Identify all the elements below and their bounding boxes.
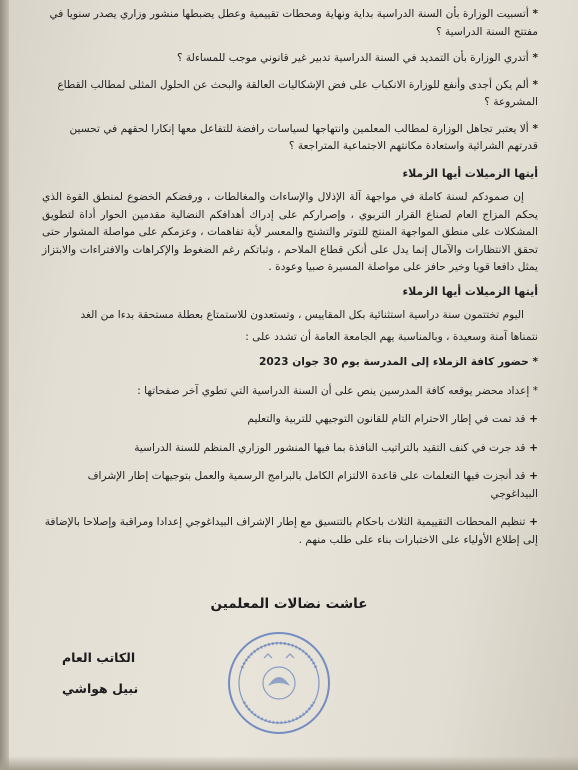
closing-slogan: عاشت نضالات المعلمين xyxy=(210,596,368,612)
sub-point-4: + تنظيم المحطات التقييمية الثلاث باحكام بالتنسيق مع إطار الإشراف البيداغوجي إعدادا ومراقبة وإصلاحا بالإضافة إلى إطلاع الأولياء على الاختبارات بناء على طلب منهم . xyxy=(42,514,538,549)
union-stamp xyxy=(224,628,334,738)
signature-name: نبيل هواشي xyxy=(62,681,139,696)
paragraph-2b: نتمناها آمنة وسعيدة ، وبالمناسبة يهم الجامعة العامة أن تشدد على : xyxy=(245,330,538,343)
bullet-question-4: * ألا يعتبر تجاهل الوزارة لمطالب المعلمين وانتهاجها لسياسات رافضة للتفاعل معها إنكارا لحقهم في تحسين قدرتهم الشرائية واستعادة مكانتهم الاجتماعية المتراجعة ؟ xyxy=(42,121,538,156)
page-shadow-bottom xyxy=(0,756,578,770)
sub-point-2: + قد جرت في كنف التقيد بالتراتيب النافذة بما فيها المنشور الوزاري المنظم للسنة الدراسية xyxy=(42,440,538,458)
section-heading-2: أيتها الزميلات أيها الزملاء xyxy=(402,284,538,298)
sub-point-3: + قد أنجزت فيها التعلمات على قاعدة الالتزام الكامل بالبرامج الرسمية والعمل بتوجيهات إطار الإشراف البيداغوجي xyxy=(42,468,538,503)
signature-title: الكاتب العام xyxy=(62,650,136,665)
document-body xyxy=(42,6,538,560)
point-attendance: * حضور كافة الزملاء إلى المدرسة يوم 30 جوان 2023 xyxy=(42,354,538,372)
bullet-question-1: * أتسبيت الوزارة بأن السنة الدراسية بداية ونهاية ومحطات تقييمية وعطل يضبطها منشور وزاري يصدر سنويا في مفتتح السنة الدراسية ؟ xyxy=(42,6,538,41)
page-shadow-left xyxy=(0,0,9,770)
bullet-question-2: * أتدري الوزارة بأن التمديد في السنة الدراسية تدبير غير قانوني موجب للمساءلة ؟ xyxy=(42,50,538,68)
paragraph-2a: اليوم تختتمون سنة دراسية استثنائية بكل المقاييس ، وتستعدون للاستمتاع بعطلة مستحقة بدءا من الغد xyxy=(80,309,524,321)
bullet-question-3: * ألم يكن أجدى وأنفع للوزارة الانكباب على فض الإشكاليات العالقة والبحث عن الحلول المثلى لمطالب القطاع المشروعة ؟ xyxy=(42,77,538,112)
point-minutes: * إعداد محضر يوقعه كافة المدرسين ينص على أن السنة الدراسية التي تطوي آخر صفحاتها : xyxy=(42,383,538,401)
section-heading-1: أيتها الزميلات أيها الزملاء xyxy=(402,166,538,180)
sub-point-1: + قد تمت في إطار الاحترام التام للقانون التوجيهي للتربية والتعليم xyxy=(42,411,538,429)
paragraph-1: إن صمودكم لسنة كاملة في مواجهة آلة الإذلال والإساءات والمغالطات ، ورفضكم الخضوع لمنطق القوة الذي يحكم المزاج العام لصناع القرار التربوي ، وإصراركم على إدراك أهدافكم النضالية مقدمين الحوار أداة لتطويق المشكلات على منطق المواجهة المنتج للتوتر والتشنج والمعسر لأية تفاهمات ، وعزمكم على مواصلة المشوار حتى تحقق الانتظارات والآمال إنما يدل على أنكن قطاع الملاحم ، وثباتكم رغم الضغوط والإكراهات والافتراءات والابتزاز يمثل دافعا قويا وخير حافز على مواصلة المسيرة صبيا وعودة . xyxy=(42,191,538,273)
